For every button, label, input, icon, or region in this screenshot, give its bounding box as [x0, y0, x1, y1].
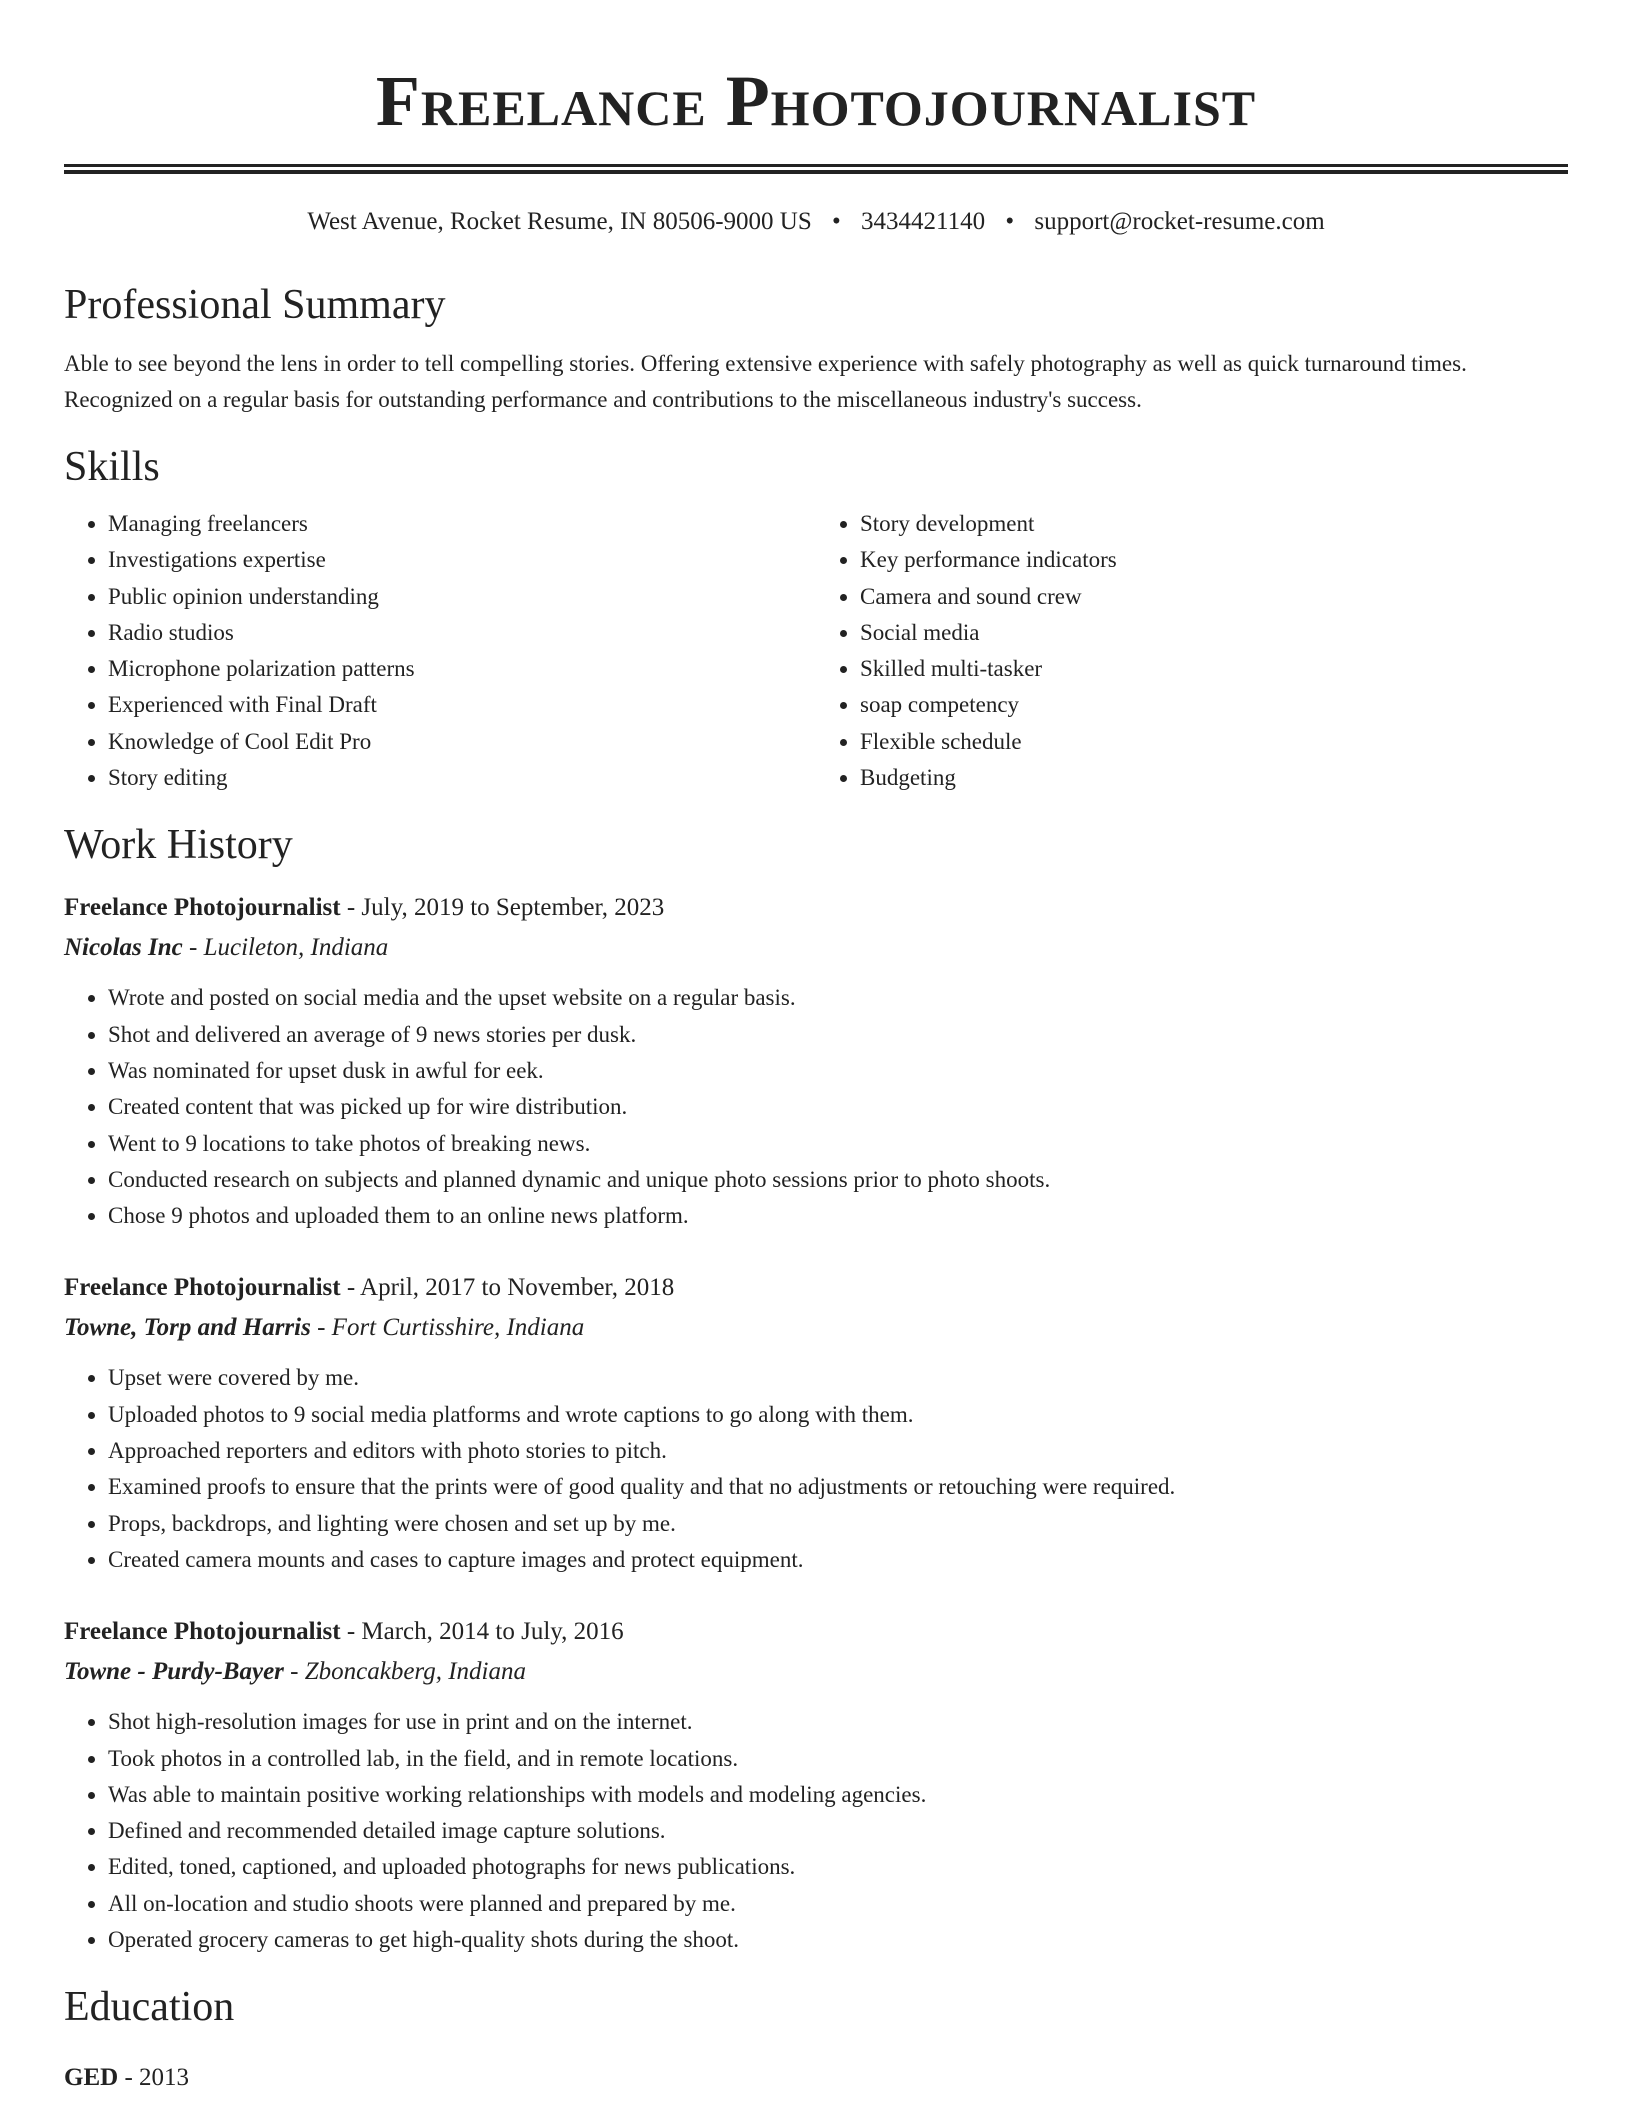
- job-bullet: • All on-location and studio shoots were planned and prepared by me.: [108, 1886, 1568, 1922]
- skill-item: • Microphone polarization patterns: [108, 651, 816, 687]
- job-bullet: • Went to 9 locations to take photos of breaking news.: [108, 1126, 1568, 1162]
- work-history-heading: Work History: [64, 822, 293, 869]
- skill-item: • Flexible schedule: [860, 724, 1568, 760]
- job-bullet: • Props, backdrops, and lighting were chosen and set up by me.: [108, 1506, 1568, 1542]
- job-bullet: • Shot high-resolution images for use in print and on the internet.: [108, 1704, 1568, 1740]
- skill-item: • soap competency: [860, 687, 1568, 723]
- contact-phone: 3434421140: [861, 208, 986, 235]
- job-entry: [64, 888, 1568, 1234]
- candidate-name: Freelance Photojournalist: [375, 61, 1257, 141]
- job-bullet: • Examined proofs to ensure that the prints were of good quality and that no adjustments or retouching were required.: [108, 1469, 1568, 1505]
- job-header: [64, 1268, 1568, 1308]
- skill-item: • Social media: [860, 615, 1568, 651]
- education-heading: Education: [64, 1984, 235, 2031]
- skill-item: • Knowledge of Cool Edit Pro: [108, 724, 816, 760]
- education-degree: GED: [64, 2064, 119, 2092]
- education-entry: [64, 2060, 1568, 2096]
- job-header: [64, 888, 1568, 928]
- contact-line: [64, 206, 1568, 238]
- job-dates: - July, 2019 to September, 2023: [340, 894, 665, 922]
- skill-item: • Radio studios: [108, 615, 816, 651]
- job-bullets: [64, 1704, 1568, 1958]
- job-bullet: • Defined and recommended detailed image capture solutions.: [108, 1813, 1568, 1849]
- skill-item: • Key performance indicators: [860, 542, 1568, 578]
- job-role: Freelance Photojournalist: [64, 894, 341, 922]
- job-bullet: • Conducted research on subjects and planned dynamic and unique photo sessions prior to photo shoots.: [108, 1162, 1568, 1198]
- skills-list-left: [64, 506, 816, 796]
- job-dates: - March, 2014 to July, 2016: [340, 1618, 624, 1646]
- job-role: Freelance Photojournalist: [64, 1618, 341, 1646]
- job-location: - Zboncakberg, Indiana: [283, 1658, 526, 1686]
- skills-columns: [64, 506, 1568, 796]
- job-header: [64, 1612, 1568, 1652]
- job-bullet: • Created content that was picked up for wire distribution.: [108, 1089, 1568, 1125]
- job-location: - Fort Curtisshire, Indiana: [310, 1314, 585, 1342]
- job-bullet: • Chose 9 photos and uploaded them to an online news platform.: [108, 1198, 1568, 1234]
- job-dates: - April, 2017 to November, 2018: [340, 1274, 675, 1302]
- job-bullets: [64, 1360, 1568, 1578]
- contact-separator: •: [1005, 208, 1015, 235]
- skill-item: • Public opinion understanding: [108, 579, 816, 615]
- skill-item: • Investigations expertise: [108, 542, 816, 578]
- skill-item: • Story development: [860, 506, 1568, 542]
- job-role: Freelance Photojournalist: [64, 1274, 341, 1302]
- summary-text: Able to see beyond the lens in order to tell compelling stories. Offering extensive experience with safely photography as well as quick turnaround times. Recognized on a regular basis for outstanding performance and contributions to the miscellaneous industry's success.: [64, 351, 1467, 412]
- job-entry: [64, 1612, 1568, 1958]
- job-location: - Lucileton, Indiana: [182, 934, 389, 962]
- job-company: Nicolas Inc: [64, 934, 183, 962]
- contact-email: support@rocket-resume.com: [1034, 208, 1325, 235]
- job-company-line: [64, 928, 1568, 968]
- job-bullet: • Wrote and posted on social media and the upset website on a regular basis.: [108, 980, 1568, 1016]
- job-bullet: • Operated grocery cameras to get high-quality shots during the shoot.: [108, 1922, 1568, 1958]
- skills-heading: Skills: [64, 444, 160, 490]
- job-bullet: • Upset were covered by me.: [108, 1360, 1568, 1396]
- skill-item: • Budgeting: [860, 760, 1568, 796]
- contact-separator: •: [832, 208, 841, 235]
- education-year: - 2013: [118, 2064, 190, 2092]
- summary-heading: Professional Summary: [64, 282, 446, 328]
- skills-list-right: [816, 506, 1568, 796]
- job-bullet: • Took photos in a controlled lab, in the field, and in remote locations.: [108, 1741, 1568, 1777]
- skill-item: • Story editing: [108, 760, 816, 796]
- job-company-line: [64, 1308, 1568, 1348]
- header-divider: [64, 164, 1568, 174]
- skill-item: • Camera and sound crew: [860, 579, 1568, 615]
- job-bullet: • Was able to maintain positive working relationships with models and modeling agencies.: [108, 1777, 1568, 1813]
- job-bullet: • Uploaded photos to 9 social media platforms and wrote captions to go along with them.: [108, 1397, 1568, 1433]
- job-company-line: [64, 1652, 1568, 1692]
- job-bullet: • Was nominated for upset dusk in awful for eek.: [108, 1053, 1568, 1089]
- job-bullet: • Shot and delivered an average of 9 news stories per dusk.: [108, 1017, 1568, 1053]
- job-bullet: • Approached reporters and editors with photo stories to pitch.: [108, 1433, 1568, 1469]
- skill-item: • Managing freelancers: [108, 506, 816, 542]
- skill-item: • Experienced with Final Draft: [108, 687, 816, 723]
- skill-item: • Skilled multi-tasker: [860, 651, 1568, 687]
- job-bullet: • Edited, toned, captioned, and uploaded photographs for news publications.: [108, 1849, 1568, 1885]
- job-bullets: [64, 980, 1568, 1234]
- job-company: Towne - Purdy-Bayer: [64, 1658, 284, 1686]
- contact-address: West Avenue, Rocket Resume, IN 80506-9000 US: [307, 208, 812, 235]
- job-company: Towne, Torp and Harris: [64, 1314, 311, 1342]
- job-bullet: • Created camera mounts and cases to capture images and protect equipment.: [108, 1542, 1568, 1578]
- job-entry: [64, 1268, 1568, 1578]
